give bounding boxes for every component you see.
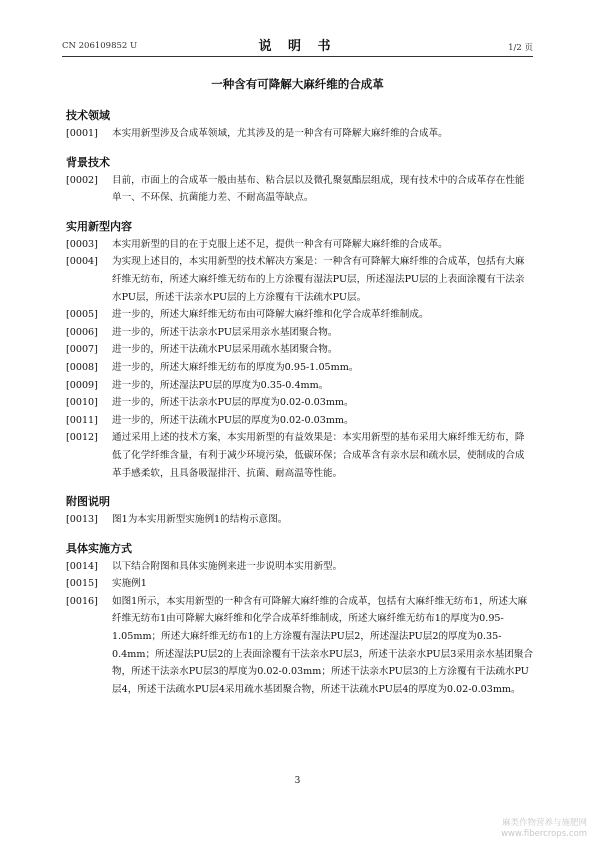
paragraph-number: [0007]: [66, 344, 98, 356]
paragraph-number: [0002]: [66, 174, 98, 186]
header-title: 说 明 书: [258, 39, 337, 54]
header-divider: [62, 56, 533, 57]
paragraph-text: 进一步的，所述大麻纤维无纺布由可降解大麻纤维和化学合成革纤维制成。: [112, 309, 429, 321]
page-header: [62, 32, 533, 54]
paragraph: [66, 575, 534, 593]
paragraph-number: [0006]: [66, 326, 98, 338]
paragraph-text: 进一步的，所述干法亲水PU层的厚度为0.02-0.03mm。: [112, 397, 354, 409]
page-indicator: 1/2 页: [508, 43, 533, 53]
section-content: [66, 219, 534, 482]
publication-number: CN 206109852 U: [62, 41, 138, 51]
section-heading: 具体实施方式: [66, 541, 132, 555]
paragraph-number: [0010]: [66, 397, 98, 409]
paragraph: [66, 236, 534, 254]
paragraph: [66, 324, 534, 342]
section-drawings: [66, 494, 534, 529]
paragraph: [66, 593, 534, 699]
section-heading: 技术领域: [66, 109, 110, 122]
page-number: 3: [294, 776, 301, 786]
paragraph-number: [0005]: [66, 309, 98, 321]
watermark-cn: 麻类作物营养与施肥网: [501, 818, 587, 828]
paragraph-number: [0008]: [66, 361, 98, 373]
paragraph-text: 进一步的，所述干法亲水PU层采用亲水基团聚合物。: [112, 326, 338, 338]
section-heading: 实用新型内容: [66, 219, 132, 233]
paragraph-number: [0015]: [66, 578, 98, 590]
paragraph-number: [0016]: [66, 595, 98, 607]
paragraph-number: [0003]: [66, 238, 98, 250]
paragraph: [66, 253, 534, 306]
paragraph-number: [0001]: [66, 128, 98, 139]
paragraph-text: 以下结合附图和具体实施例来进一步说明本实用新型。: [112, 560, 343, 572]
paragraph-text: 进一步的，所述湿法PU层的厚度为0.35-0.4mm。: [112, 379, 329, 391]
section-heading: 附图说明: [66, 495, 110, 509]
paragraph-text: 实施例1: [112, 578, 147, 590]
section-embodiments: [66, 541, 534, 699]
paragraph-number: [0013]: [66, 514, 98, 526]
paragraph: [66, 558, 534, 576]
paragraph-text: 为实现上述目的，本实用新型的技术解决方案是：一种含有可降解大麻纤维的合成革，包括有大麻纤维无纺布，所述大麻纤维无纺布的上方涂覆有湿法PU层，所述湿法PU层的上表面涂覆有干法亲水PU层，所述干法亲水PU层的上方涂覆有干法疏水PU层。: [112, 256, 525, 303]
paragraph-text: 本实用新型涉及合成革领域，尤其涉及的是一种含有可降解大麻纤维的合成革。: [112, 128, 448, 139]
paragraph-text: 进一步的，所述干法疏水PU层的厚度为0.02-0.03mm。: [112, 414, 354, 426]
section-background: [66, 155, 534, 207]
paragraph: [66, 394, 534, 412]
paragraph-text: 本实用新型的目的在于克服上述不足，提供一种含有可降解大麻纤维的合成革。: [112, 238, 448, 250]
paragraph-number: [0014]: [66, 560, 98, 572]
document-body: [66, 108, 534, 710]
paragraph-text: 目前，市面上的合成革一般由基布、粘合层以及微孔聚氨酯层组成，现有技术中的合成革存在性能单一、不环保、抗菌能力差、不耐高温等缺点。: [112, 174, 525, 204]
paragraph-number: [0011]: [66, 414, 98, 426]
paragraph: [66, 341, 534, 359]
paragraph-number: [0004]: [66, 256, 98, 268]
paragraph: [66, 125, 534, 143]
paragraph-text: 通过采用上述的技术方案，本实用新型的有益效果是：本实用新型的基布采用大麻纤维无纺布，降低了化学纤维含量，有利于减少环境污染，低碳环保；合成革含有亲水层和疏水层，使制成的合成革手感柔软，且具备吸湿排汗、抗菌、耐高温等性能。: [112, 432, 525, 479]
paragraph: [66, 377, 534, 395]
section-technical-field: [66, 108, 534, 143]
paragraph-text: 如图1所示，本实用新型的一种含有可降解大麻纤维的合成革，包括有大麻纤维无纺布1，所述大麻纤维无纺布1由可降解大麻纤维和化学合成革纤维制成，所述大麻纤维无纺布1的厚度为0.95-1.05mm；所述大麻纤维无纺布1的上方涂覆有湿法PU层2，所述湿法PU层2的厚度为0.35-0.4mm；所述湿法PU层2的上表面涂覆有干法亲水PU层3，所述干法亲水PU层3采用亲水基团聚合物，所述干法亲水PU层3的厚度为0.02-0.03mm；所述干法亲水PU层3的上方涂覆有干法疏水PU层4，所述干法疏水PU层4采用疏水基团聚合物，所述干法疏水PU层4的厚度为0.02-0.03mm。: [112, 595, 534, 695]
paragraph: [66, 412, 534, 430]
paragraph-text: 图1为本实用新型实施例1的结构示意图。: [112, 514, 288, 526]
paragraph: [66, 429, 534, 482]
paragraph: [66, 359, 534, 377]
watermark: [501, 818, 587, 840]
paragraph-text: 进一步的，所述干法疏水PU层采用疏水基团聚合物。: [112, 344, 338, 356]
section-heading: 背景技术: [66, 155, 110, 169]
paragraph-number: [0009]: [66, 379, 98, 391]
paragraph: [66, 172, 534, 207]
paragraph: [66, 511, 534, 529]
paragraph: [66, 306, 534, 324]
watermark-url: www.fibercrops.com: [501, 829, 587, 839]
paragraph-number: [0012]: [66, 432, 98, 444]
document-title: 一种含有可降解大麻纤维的合成革: [211, 77, 384, 91]
paragraph-text: 进一步的，所述大麻纤维无纺布的厚度为0.95-1.05mm。: [112, 361, 359, 373]
